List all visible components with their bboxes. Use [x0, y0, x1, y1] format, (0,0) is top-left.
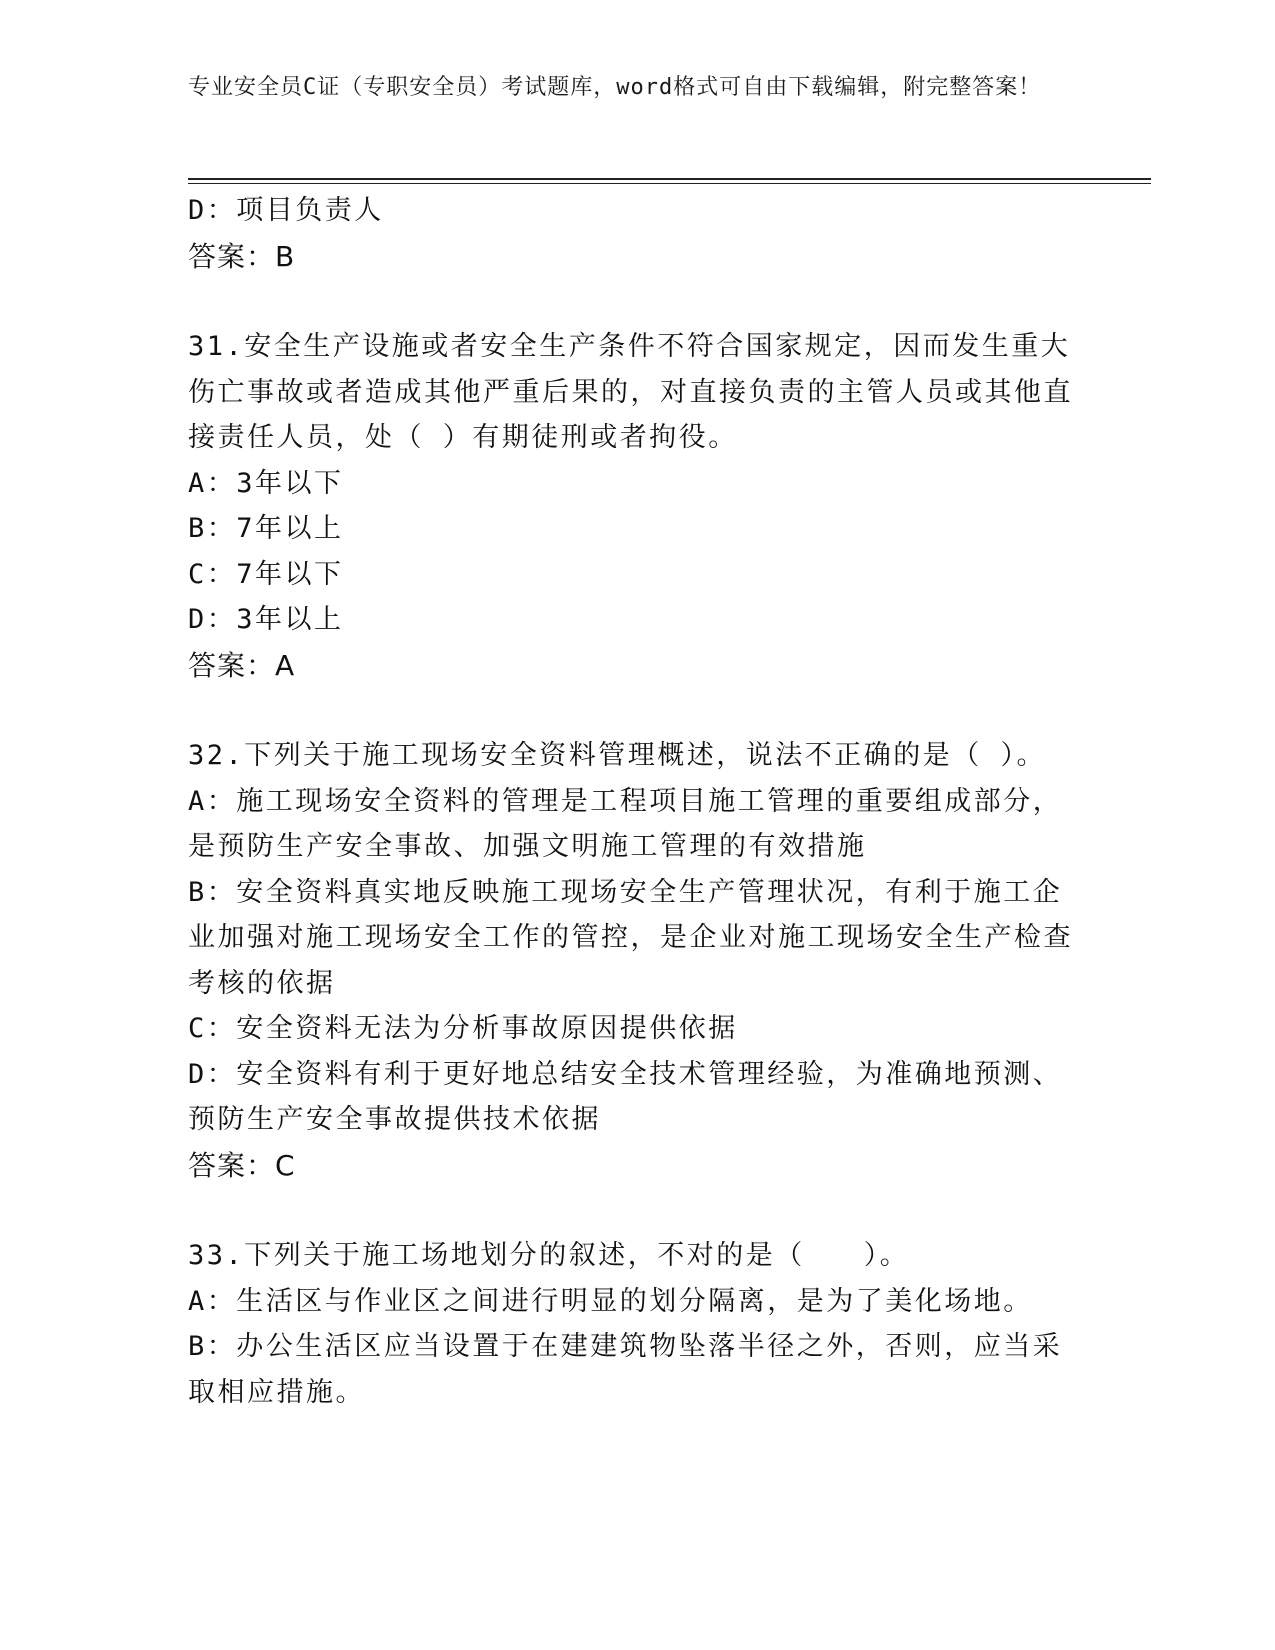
- document-body: [188, 188, 1088, 1415]
- option-b: B：办公生活区应当设置于在建建筑物坠落半径之外，否则，应当采取相应措施。: [188, 1331, 1063, 1408]
- spacer: [188, 688, 1088, 733]
- answer: 答案：B: [188, 239, 296, 273]
- header-rule-thick: [188, 178, 1151, 180]
- option-d: D：项目负责人: [188, 195, 384, 226]
- question-33: [188, 1233, 1088, 1415]
- option-d: D：安全资料有利于更好地总结安全技术管理经验，为准确地预测、预防生产安全事故提供技术依据: [188, 1058, 1063, 1135]
- question-stem: 32.下列关于施工现场安全资料管理概述，说法不正确的是（ ）。: [188, 740, 1047, 771]
- option-c: C：安全资料无法为分析事故原因提供依据: [188, 1013, 738, 1044]
- option-b: B：安全资料真实地反映施工现场安全生产管理状况，有利于施工企业加强对施工现场安全工作的管控，是企业对施工现场安全生产检查考核的依据: [188, 876, 1073, 999]
- question-stem: 31.安全生产设施或者安全生产条件不符合国家规定，因而发生重大伤亡事故或者造成其他严重后果的，对直接负责的主管人员或其他直接责任人员，处（ ）有期徒刑或者拘役。: [188, 331, 1073, 453]
- option-d: D：3年以上: [188, 604, 344, 635]
- question-30-tail: [188, 188, 1088, 279]
- option-b: B：7年以上: [188, 513, 344, 544]
- spacer: [188, 279, 1088, 324]
- question-32: [188, 733, 1088, 1188]
- header-rule-thin: [188, 183, 1151, 184]
- question-31: [188, 324, 1088, 688]
- answer: 答案：A: [188, 648, 296, 682]
- answer: 答案：C: [188, 1148, 296, 1182]
- option-a: A：生活区与作业区之间进行明显的划分隔离，是为了美化场地。: [188, 1285, 1033, 1317]
- option-a: A：3年以下: [188, 467, 344, 499]
- document-header: 专业安全员C证（专职安全员）考试题库，word格式可自由下载编辑，附完整答案！: [188, 75, 1042, 100]
- option-a: A：施工现场安全资料的管理是工程项目施工管理的重要组成部分，是预防生产安全事故、加强文明施工管理的有效措施: [188, 785, 1063, 862]
- option-c: C：7年以下: [188, 558, 344, 590]
- question-stem: 33.下列关于施工场地划分的叙述，不对的是（ ）。: [188, 1240, 910, 1271]
- spacer: [188, 1188, 1088, 1233]
